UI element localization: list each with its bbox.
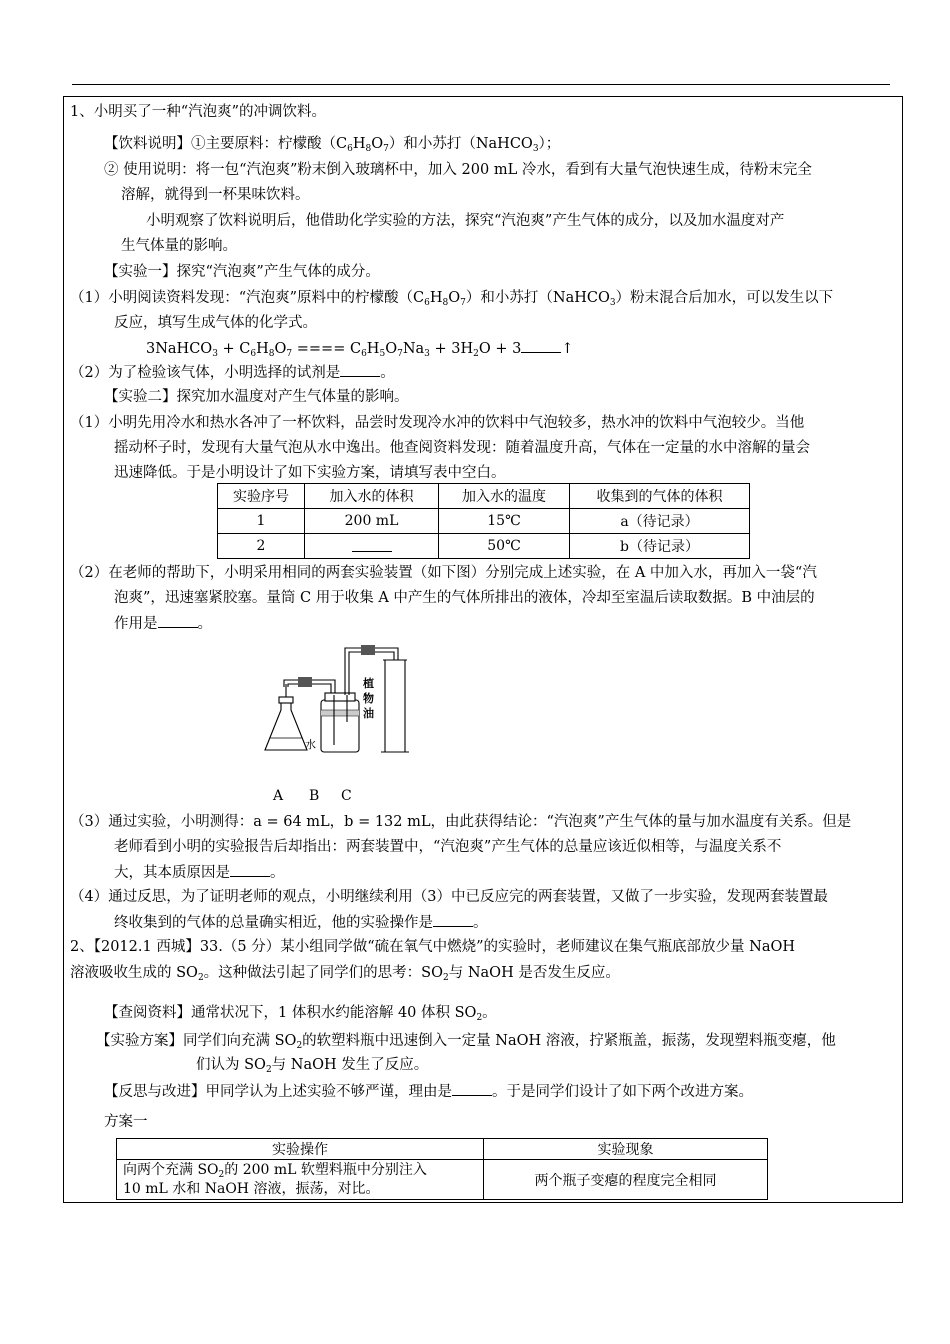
table-cell: a（待记录） [570, 509, 750, 534]
experiment-table [217, 483, 750, 559]
exp2-q2-line3: 作用是 。 [114, 613, 212, 634]
exp2-q4-line1: （4）通过反思，为了证明老师的观点，小明继续利用（3）中已反应完的两套装置，又做了一步实验，发现两套装置最 [70, 889, 828, 905]
oil-purpose-blank[interactable] [158, 613, 198, 628]
reflection-reason-blank[interactable] [452, 1081, 492, 1096]
figure-label-a: A [273, 788, 284, 804]
q2-plan-line2: 们认为 $SO_2$与 NaOH 发生了反应。 [196, 1057, 429, 1075]
exp1-q2: （2）为了检验该气体，小明选择的试剂是 。 [70, 362, 395, 383]
exp2-q3-line2: 老师看到小明的实验报告后却指出：两套装置中，“汽泡爽”产生气体的总量应该近似相等，与温度关系不 [114, 839, 782, 855]
experiment2-title: 【实验二】探究加水温度对产生气体量的影响。 [104, 389, 409, 405]
table-row [218, 509, 750, 534]
table-header: 加入水的体积 [305, 484, 439, 509]
apparatus-figure [255, 640, 415, 770]
oil-label-1: 植 [363, 678, 374, 690]
scheme-one-table [116, 1138, 768, 1200]
table-header: 实验序号 [218, 484, 305, 509]
exp2-q1-line2: 摇动杯子时，发现有大量气泡从水中逸出。他查阅资料发现：随着温度升高，气体在一定量的水中溶解的量会 [114, 440, 810, 456]
observe-line2: 生气体量的影响。 [121, 238, 237, 254]
drink-description-line1: 【饮料说明】①主要原料：柠檬酸$(C_6H_8O_7)$和小苏打（NaHCO$_3$）； [104, 136, 561, 154]
gas-formula-blank[interactable] [521, 338, 561, 353]
exp2-q4-line2: 终收集到的气体的总量确实相近，他的实验操作是 。 [114, 912, 488, 933]
q2-reflect: 【反思与改进】甲同学认为上述实验不够严谨，理由是 。于是同学们设计了如下两个改进方案。 [104, 1081, 753, 1102]
table-header: 实验操作 [117, 1139, 484, 1160]
q2-reference: 【查阅资料】通常状况下，1 体积水约能溶解 40 体积 $SO_2$。 [104, 1005, 497, 1023]
table-cell: b（待记录） [570, 534, 750, 559]
q2-heading-line1: 2、【2012.1 西城】33.（5 分）某小组同学做“硫在氧气中燃烧”的实验时，老师建议在集气瓶底部放少量 NaOH [70, 939, 796, 955]
water-label: 水 [305, 739, 316, 751]
exp2-q1-line3: 迅速降低。于是小明设计了如下实验方案，请填写表中空白。 [114, 465, 506, 481]
figure-label-c: C [341, 788, 352, 804]
figure-label-b: B [309, 788, 320, 804]
drink-usage-line1: ② 使用说明：将一包“汽泡爽”粉末倒入玻璃杯中，加入 200 mL 冷水，看到有大量气泡快速生成，待粉末完全 [104, 162, 812, 178]
q2-plan-line1: 【实验方案】同学们向充满 $SO_2$的软塑料瓶中迅速倒入一定量 NaOH 溶液，拧紧瓶盖，振荡，发现塑料瓶变瘪，他 [96, 1033, 836, 1051]
table-header: 收集到的气体的体积 [570, 484, 750, 509]
reagent-blank[interactable] [340, 362, 380, 377]
q1-heading: 1、小明买了一种“汽泡爽”的冲调饮料。 [70, 104, 327, 120]
reason-blank[interactable] [230, 862, 270, 877]
exp2-q3-line3: 大，其本质原因是 。 [114, 862, 285, 883]
water-volume-blank[interactable] [352, 537, 392, 552]
exp2-q3-line1: （3）通过实验，小明测得：a = 64 mL，b = 132 mL，由此获得结论：“汽泡爽”产生气体的量与加水温度有关系。但是 [70, 814, 852, 830]
operation-blank[interactable] [433, 912, 473, 927]
exp1-q1-line1: （1）小明阅读资料发现：“汽泡爽”原料中的柠檬酸$(C_6H_8O_7)$和小苏打（NaHCO$_3$）粉末混合后加水，可以发生以下 [70, 290, 834, 308]
tube-a-to-b [284, 677, 335, 695]
exp2-q2-line2: 泡爽”，迅速塞紧胶塞。量筒 C 用于收集 A 中产生的气体所排出的液体，冷却至室温后读取数据。B 中油层的 [114, 590, 815, 606]
oil-label-2: 物 [363, 693, 374, 705]
table-row [218, 534, 750, 559]
reaction-equation: 3NaHCO$_3$ + $C_6H_8O_7$ ==== $C_6H_5O_7Na_3 + 3H_2O + 3$ ↑ [146, 338, 574, 359]
result-cell: 两个瓶子变瘪的程度完全相同 [484, 1160, 768, 1200]
table-cell: 200 mL [305, 509, 439, 534]
bottle-b [321, 693, 359, 752]
water-volume-blank-cell [305, 534, 439, 559]
table-header-row [117, 1139, 768, 1160]
exp2-q1-line1: （1）小明先用冷水和热水各冲了一杯饮料，品尝时发现冷水冲的饮料中气泡较多，热水冲的饮料中气泡较少。当他 [70, 415, 805, 431]
exp2-q2-line1: （2）在老师的帮助下，小明采用相同的两套实验装置（如下图）分别完成上述实验，在 A 中加入水，再加入一袋“汽 [70, 565, 817, 581]
table-row [117, 1160, 768, 1200]
flask-a [265, 684, 307, 750]
table-header-row [218, 484, 750, 509]
q2-heading-line2: 溶液吸收生成的 $SO_2$。这种做法引起了同学们的思考：$SO_2$与 NaOH 是否发生反应。 [70, 965, 620, 983]
drink-usage-line2: 溶解，就得到一杯果味饮料。 [121, 187, 310, 203]
table-cell: 1 [218, 509, 305, 534]
oil-label-3: 油 [363, 708, 374, 720]
table-cell: 2 [218, 534, 305, 559]
table-cell: 50℃ [439, 534, 570, 559]
cylinder-c [381, 660, 409, 752]
header-rule [72, 84, 890, 85]
operation-cell: 向两个充满 $SO_2$的 200 mL 软塑料瓶中分别注入 10 mL 水和 NaOH 溶液，振荡，对比。 [117, 1160, 484, 1200]
exp1-q1-line2: 反应，填写生成气体的化学式。 [114, 315, 317, 331]
scheme-one-label: 方案一 [104, 1114, 148, 1130]
table-cell: 15℃ [439, 509, 570, 534]
table-header: 加入水的温度 [439, 484, 570, 509]
table-header: 实验现象 [484, 1139, 768, 1160]
experiment1-title: 【实验一】探究“汽泡爽”产生气体的成分。 [104, 264, 380, 280]
observe-line1: 小明观察了饮料说明后，他借助化学实验的方法，探究“汽泡爽”产生气体的成分，以及加水温度对产 [146, 213, 785, 229]
